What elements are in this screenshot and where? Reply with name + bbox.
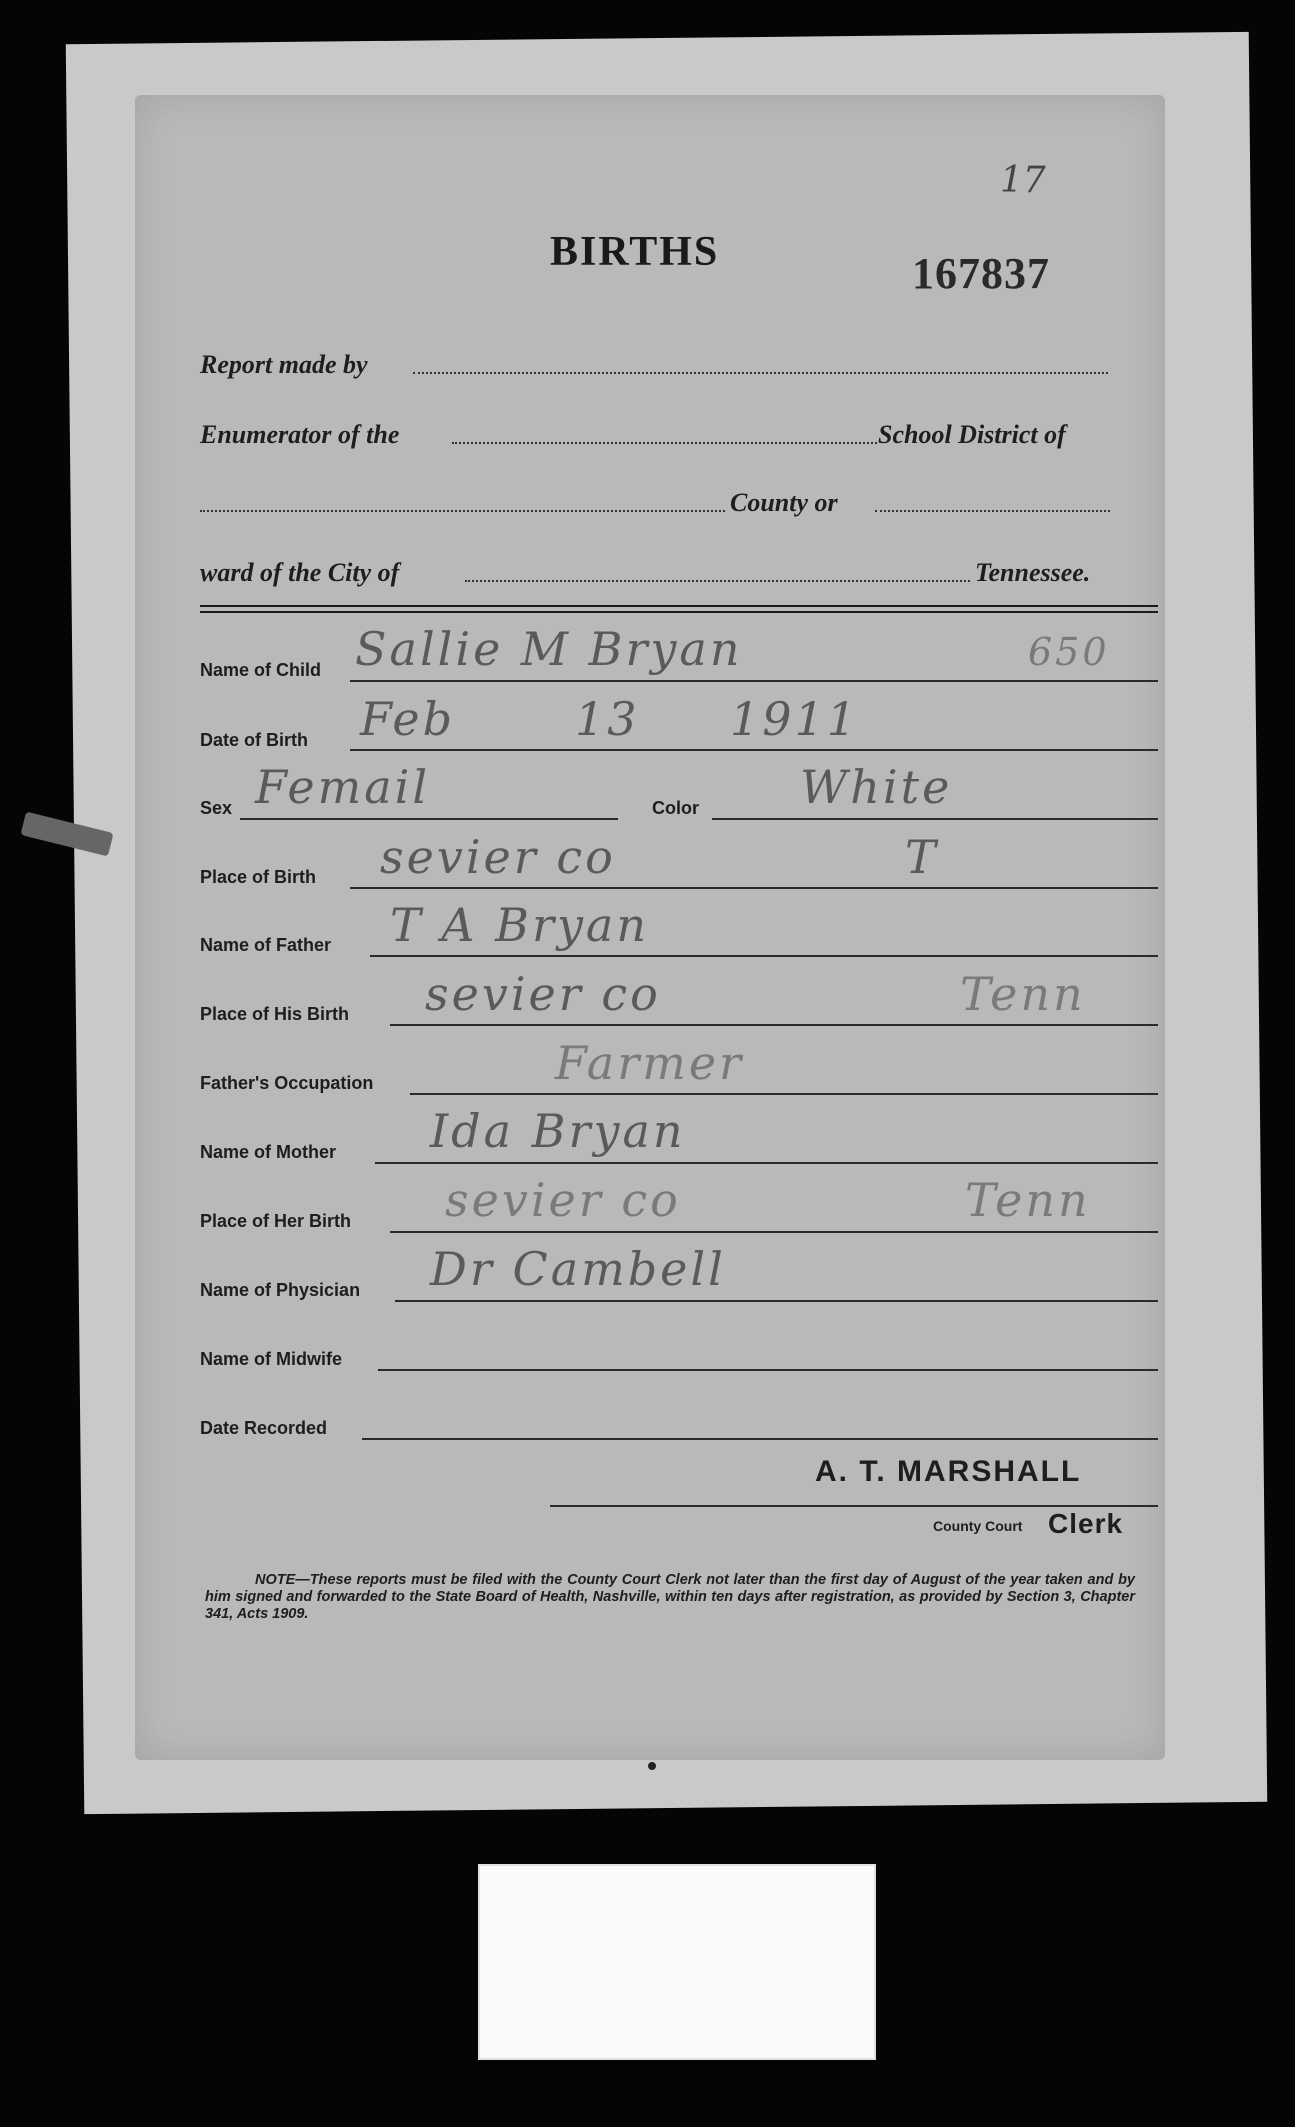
fathers-occupation-label: Father's Occupation [200, 1073, 374, 1093]
date-of-birth-label: Date of Birth [200, 730, 308, 750]
state-label: Tennessee. [975, 558, 1091, 587]
county-or-line [875, 510, 1110, 512]
clerk-title: County Court [933, 1518, 1023, 1534]
sex-line [240, 818, 618, 820]
ward-label: ward of the City of [200, 558, 400, 587]
date-recorded-label: Date Recorded [200, 1418, 328, 1438]
birth-record-card [135, 95, 1165, 1760]
name-of-midwife-label: Name of Midwife [200, 1349, 343, 1369]
color-label: Color [652, 798, 699, 818]
fathers-occupation-line [410, 1093, 1158, 1095]
county-line [200, 510, 725, 512]
serial-number: 167837 [912, 249, 1050, 298]
color-value: White [800, 760, 953, 814]
county-label: County or [730, 488, 838, 517]
birth-year: 1911 [730, 692, 860, 746]
place-of-his-birth-label: Place of His Birth [200, 1004, 350, 1024]
date-recorded-line [362, 1438, 1158, 1440]
ward-line [465, 580, 970, 582]
blank-slip [478, 1864, 876, 2060]
name-of-physician-value: Dr Cambell [430, 1242, 726, 1296]
name-of-child-label: Name of Child [200, 660, 322, 680]
pin-hole [648, 1762, 656, 1770]
name-of-father-line [370, 955, 1158, 957]
name-of-father-label: Name of Father [200, 935, 332, 955]
name-of-child-value: Sallie M Bryan [355, 622, 743, 676]
color-line [712, 818, 1158, 820]
name-of-mother-value: Ida Bryan [430, 1104, 686, 1158]
name-of-midwife-line [378, 1369, 1158, 1371]
place-of-her-birth-line [390, 1231, 1158, 1233]
name-of-mother-label: Name of Mother [200, 1142, 337, 1162]
sex-value: Femail [255, 760, 431, 814]
clerk-name-stamp: A. T. MARSHALL [815, 1455, 1082, 1488]
name-of-physician-label: Name of Physician [200, 1280, 361, 1300]
report-made-by-label: Report made by [200, 350, 368, 379]
name-of-physician-line [395, 1300, 1158, 1302]
birth-month: Feb [360, 692, 456, 746]
place-of-his-birth-value: sevier co [425, 967, 661, 1021]
place-of-her-birth-value: sevier co [445, 1173, 681, 1227]
form-title: BIRTHS [550, 229, 720, 275]
place-of-his-birth-line [390, 1024, 1158, 1026]
place-of-birth-line [350, 887, 1158, 889]
enumerator-label: Enumerator of the [200, 420, 400, 449]
enumerator-line [452, 442, 877, 444]
place-of-her-birth-label: Place of Her Birth [200, 1211, 352, 1231]
header-divider [200, 605, 1158, 613]
clerk-word-stamp: Clerk [1048, 1508, 1124, 1539]
filing-note: NOTE—These reports must be filed with the County Court Clerk not later than the first day of August of the year taken and by him signed and forwarded to the State Board of Health, Nashville, within ten days after registration, as provided by Section 3, Chapter 341, Acts 1909. [205, 1572, 1135, 1622]
place-of-her-birth-state: Tenn [965, 1173, 1091, 1227]
name-of-mother-line [375, 1162, 1158, 1164]
name-of-child-line [350, 680, 1158, 682]
fathers-occupation-value: Farmer [555, 1036, 745, 1090]
birth-day: 13 [575, 692, 640, 746]
name-of-father-value: T A Bryan [390, 898, 649, 952]
corner-annotation: 17 [1000, 160, 1046, 201]
report-made-by-line [413, 372, 1108, 374]
place-of-his-birth-state: Tenn [960, 967, 1086, 1021]
record-number: 650 [1028, 630, 1110, 674]
signature-line [550, 1505, 1158, 1507]
date-of-birth-line [350, 749, 1158, 751]
place-of-birth-label: Place of Birth [200, 867, 317, 887]
place-of-birth-state: T [905, 830, 939, 884]
school-district-label: School District of [878, 420, 1066, 449]
place-of-birth-value: sevier co [380, 830, 616, 884]
sex-label: Sex [200, 798, 233, 818]
